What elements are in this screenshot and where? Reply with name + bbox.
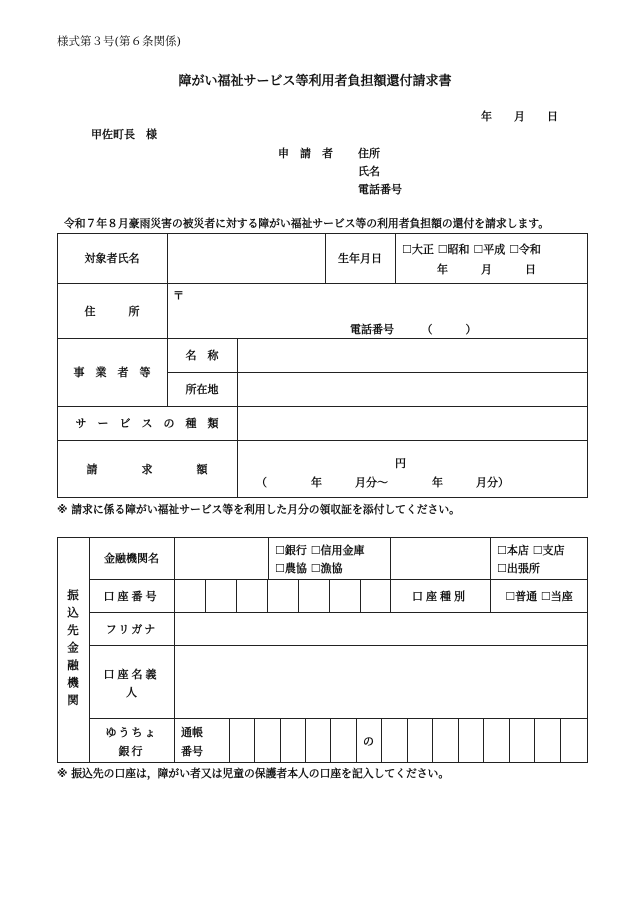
postal-mark: 〒 [173,289,184,302]
date-line: 年 月 日 [481,110,558,123]
amount-label: 請 求 額 [86,463,208,476]
birthdate-label: 生年月日 [338,252,382,265]
note-account: ※ 振込先の口座は，障がい者又は児童の保護者本人の口座を記入してください。 [57,767,450,780]
account-type-options[interactable]: ☐普通 ☐当座 [505,589,573,603]
address-phone-label: 電話番号 （ ） [350,323,477,336]
bank-type-options-1[interactable]: ☐銀行 ☐信用金庫 [275,544,365,557]
request-text: 令和７年８月豪雨災害の被災者に対する障がい福祉サービス等の利用者負担額の還付を請求します。 [64,217,549,230]
passbook-label-2: 番号 [181,745,203,758]
furigana-label: フリガナ [105,622,158,636]
page-title: 障がい福祉サービス等利用者負担額還付請求書 [178,74,452,89]
provider-label: 事 業 者 等 [73,366,151,379]
applicant-address-label: 住所 [358,147,380,160]
subject-name-label: 対象者氏名 [84,252,140,265]
branch-options-2[interactable]: ☐出張所 [497,562,540,575]
bank-type-options-2[interactable]: ☐農協 ☐漁協 [275,562,343,575]
no-separator: の [363,734,374,748]
bank-name-label: 金融機関名 [104,552,159,565]
yucho-label-1: ゆうちょ [105,726,158,739]
yucho-label-2: 銀行 [118,745,145,758]
account-number-label: 口座番号 [103,589,160,603]
note-receipts: ※ 請求に係る障がい福祉サービス等を利用した月分の領収証を添付してください。 [57,503,460,516]
birthdate-ymd: 年 月 日 [437,263,536,276]
form-number: 様式第３号(第６条関係) [57,34,181,48]
period-label: （ 年 月分〜 年 月分） [256,476,509,489]
subject-name-field[interactable] [168,234,324,282]
account-type-label: 口座種別 [412,589,468,603]
applicant-label: 申 請 者 [278,147,333,160]
applicant-phone-label: 電話番号 [358,183,402,196]
bank-side-label-cell [57,537,89,763]
holder-label-2: 人 [126,686,137,699]
branch-options-1[interactable]: ☐本店 ☐支店 [497,544,565,557]
addressee: 甲佐町長 様 [91,128,157,141]
bank-side-label: 振込先金融機関 [66,588,80,712]
provider-location-label: 所在地 [185,383,219,396]
yen-label: 円 [395,457,406,470]
provider-name-label: 名 称 [185,349,219,362]
service-type-label: サ ー ビ ス の 種 類 [75,417,219,430]
passbook-label-1: 通帳 [181,726,203,739]
address-label: 住 所 [84,304,140,318]
applicant-name-label: 氏名 [358,165,380,178]
era-checkboxes[interactable]: ☐大正 ☐昭和 ☐平成 ☐令和 [402,243,541,256]
holder-label-1: 口座名義 [103,668,160,681]
